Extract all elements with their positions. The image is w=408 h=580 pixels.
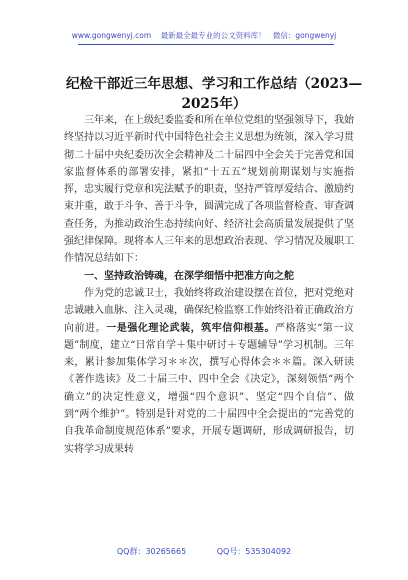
section-heading: 一、坚持政治铸魂，在深学细悟中把准方向之舵 (84, 270, 294, 282)
intro-paragraph: 三年来，在上级纪委监委和所在单位党组的坚强领导下，我始终坚持以习近平新时代中国特色社会主义思想为统领，深入学习贯彻二十届中央纪委历次全会精神及二十届四中全会关于完善党和国家监督体系的部署安排，紧扣“十五五”规划前期谋划与实施指挥，忠实履行党章和宪法赋予的职责，坚持严管厚爱结合、激励约束并重，敢于斗争、善于斗争，圆满完成了各项监督检查、审查调查任务，为推动政治生态持续向好、经济社会高质量发展提供了坚强纪律保障。现将本人三年来的思想政治表现、学习情况及履职工作情况总结如下： (64, 115, 354, 265)
document-title: 纪检干部近三年思想、学习和工作总结（2023—2025年） (65, 76, 363, 112)
section-text-rest: 严格落实“第一议题”制度，建立“日常自学＋集中研讨＋专题辅导”学习机制。三年来，累计参加集体学习＊＊次，撰写心得体会＊＊篇。深入研读《著作选读》及二十届三中、四中全会《决定》，深刻领悟“两个确立”的决定性意义，增强“四个意识”、坚定“四个自信”、做到“两个维护”。特别是针对党的二十届四中全会提出的“完善党的自我革命制度规范体系”要求，开展专题调研，形成调研报告，切实将学习成果转 (64, 322, 355, 455)
header-divider (78, 44, 334, 45)
header-site[interactable]: www.gongwenyj.com (71, 31, 152, 40)
header-wechat: 微信：gongwenyj (272, 31, 337, 40)
document-body (64, 112, 354, 458)
header-slogan: 最新最全最专业的公文资料库！ (160, 31, 266, 40)
page-header (0, 30, 408, 41)
page-footer (0, 546, 408, 557)
footer-qq-group: QQ群：30265665 (116, 547, 187, 556)
section-bold-lead: 一是强化理论武装，筑牢信仰根基。 (106, 322, 276, 334)
section-paragraph (64, 285, 354, 458)
section-text: 作为党的忠诚卫士，我始终将政治建设摆在首位，把对党绝对忠诚融入血脉、注入灵魂，确保纪检监察工作始终沿着正确政治方向前进。 (64, 287, 354, 334)
footer-qq-number: QQ号：535304092 (216, 547, 292, 556)
